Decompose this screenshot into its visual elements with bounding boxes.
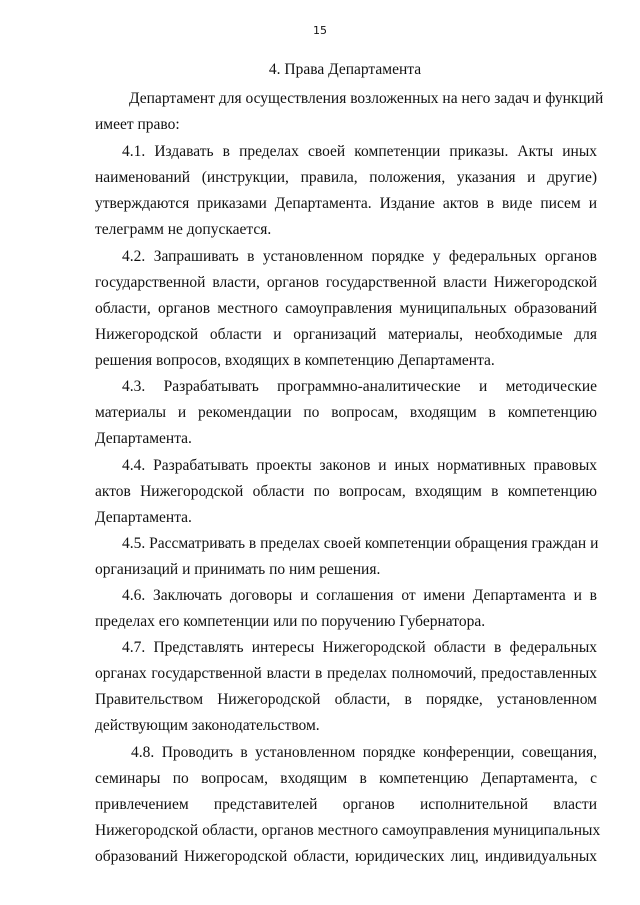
item-4-3-line-2: материалы и рекомендации по вопросам, входящим в компетенцию bbox=[95, 404, 597, 421]
item-4-7-line-2: органах государственной власти в пределах полномочий, предоставленных bbox=[95, 665, 597, 682]
item-4-5-line-2: организаций и принимать по ним решения. bbox=[95, 561, 381, 578]
item-4-6-line-1: 4.6. Заключать договоры и соглашения от имени Департамента и в bbox=[122, 587, 597, 604]
page-number: 15 bbox=[313, 24, 327, 37]
item-4-8-line-1: 4.8. Проводить в установленном порядке конференции, совещания, bbox=[131, 744, 597, 761]
item-4-8-line-2: семинары по вопросам, входящим в компетенцию Департамента, с bbox=[95, 770, 597, 787]
item-4-2-line-3: области, органов местного самоуправления муниципальных образований bbox=[95, 300, 597, 317]
item-4-8-line-5: образований Нижегородской области, юридических лиц, индивидуальных bbox=[95, 848, 597, 865]
item-4-7-line-1: 4.7. Представлять интересы Нижегородской области в федеральных bbox=[122, 639, 597, 656]
item-4-8-line-3: привлечением представителей органов исполнительной власти bbox=[95, 796, 597, 813]
item-4-4-line-2: актов Нижегородской области по вопросам, входящим в компетенцию bbox=[95, 483, 597, 500]
item-4-8-line-4: Нижегородской области, органов местного самоуправления муниципальных bbox=[95, 822, 601, 839]
item-4-1-line-3: утверждаются приказами Департамента. Издание актов в виде писем и bbox=[95, 195, 597, 212]
section-title: 4. Права Департамента bbox=[268, 61, 422, 78]
item-4-2-line-5: решения вопросов, входящих в компетенцию Департамента. bbox=[95, 352, 495, 369]
item-4-4-line-1: 4.4. Разрабатывать проекты законов и иных нормативных правовых bbox=[122, 457, 597, 474]
item-4-2-line-4: Нижегородской области и организаций материалы, необходимые для bbox=[95, 326, 597, 343]
item-4-6-line-2: пределах его компетенции или по поручению Губернатора. bbox=[95, 613, 486, 630]
item-4-5-line-1: 4.5. Рассматривать в пределах своей компетенции обращения граждан и bbox=[122, 535, 599, 552]
item-4-1-line-1: 4.1. Издавать в пределах своей компетенции приказы. Акты иных bbox=[122, 143, 597, 160]
item-4-3-line-3: Департамента. bbox=[95, 430, 192, 447]
item-4-2-line-2: государственной власти, органов государственной власти Нижегородской bbox=[95, 274, 597, 291]
item-4-4-line-3: Департамента. bbox=[95, 509, 192, 526]
item-4-7-line-4: действующим законодательством. bbox=[95, 717, 320, 734]
item-4-1-line-2: наименований (инструкции, правила, положения, указания и другие) bbox=[95, 169, 597, 186]
item-4-2-line-1: 4.2. Запрашивать в установленном порядке у федеральных органов bbox=[122, 248, 597, 265]
item-4-3-line-1: 4.3. Разрабатывать программно-аналитические и методические bbox=[122, 378, 597, 395]
intro-line-2: имеет право: bbox=[95, 116, 180, 133]
item-4-1-line-4: телеграмм не допускается. bbox=[95, 221, 272, 238]
item-4-7-line-3: Правительством Нижегородской области, в порядке, установленном bbox=[95, 691, 597, 708]
intro-line-1: Департамент для осуществления возложенных на него задач и функций bbox=[129, 90, 604, 107]
